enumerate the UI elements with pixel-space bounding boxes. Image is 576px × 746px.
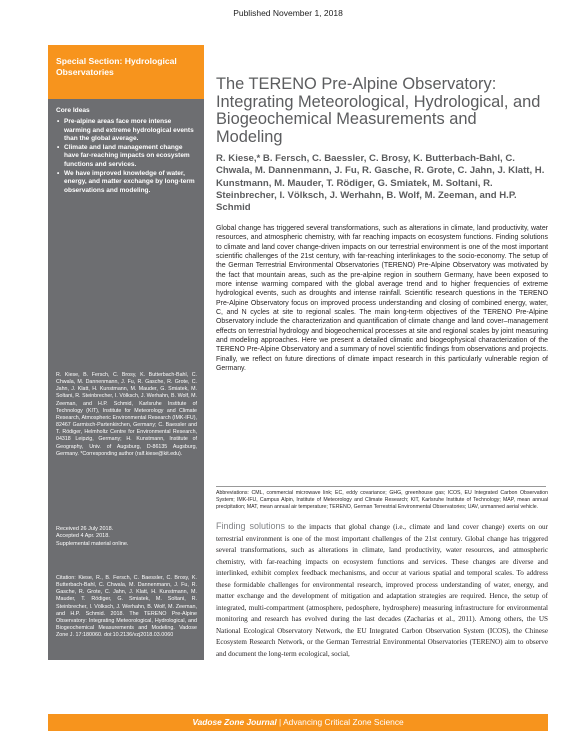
received-date: Received 26 July 2018. [56, 526, 114, 532]
core-ideas-title: Core Ideas [56, 107, 90, 114]
core-idea-item: • Climate and land management change have far-reaching impacts on ecosystem functions and services. [64, 144, 197, 170]
article-dates [56, 526, 197, 548]
journal-footer [48, 714, 548, 731]
abbreviations: Abbreviations: CML, commercial microwave link; EC, eddy covariance; GHG, greenhouse gas; ICOS, EU Integrated Carbon Observation System; IMK-IFU, Campus Alpin, Institute of Meteorology and Climate Research; KIT, Karlsruhe Institute of Technology; MAP, mean annual precipitation; MAT, mean annual air temperature; TERENO, German Terrestrial Environmental Observatories; UAV, unmanned aerial vehicle. [216, 490, 548, 511]
publication-date: Published November 1, 2018 [233, 8, 343, 18]
body-text [216, 521, 548, 661]
core-ideas-panel [48, 99, 204, 682]
supplemental-note: Supplemental material online. [56, 540, 129, 547]
body-lead-in: Finding solutions [216, 521, 286, 531]
author-list: R. Kiese,* B. Fersch, C. Baessler, C. Brosy, K. Butterbach-Bahl, C. Chwala, M. Dannenmann, J. Fu, R. Gasche, R. Grote, C. Jahn, J. Klatt, H. Kunstmann, M. Mauder, T. Rödiger, G. Smiatek, M. Soltani, R. Steinbrecher, I. Völksch, J. Werhahn, B. Wolf, M. Zeeman, and H.P. Schmid [216, 153, 545, 214]
special-section-label: Special Section: Hydrological Observatories [48, 45, 204, 99]
abstract: Global change has triggered several transformations, such as alterations in climate, land productivity, water resources, and atmospheric chemistry, with far reaching impacts on ecosystem functions. Finding solutions to climate and land cover change-driven impacts on our terrestrial environment is one of the most important scientific challenges of the 21st century, with far-reaching interlinkages to the socio-economy. The setup of the German Terrestrial Environmental Observatories (TERENO) Pre-Alpine Observatory was motivated by the fact that mountain areas, such as the pre-alpine region in southern Germany, have been exposed to more intense warming compared with the global average trend and to higher frequencies of extreme hydrological events, such as droughts and intense rainfall. Scientific research questions in the TERENO Pre-Alpine Observatory focus on improved process understanding and closing of combined energy, water, C, and N cycles at site to regional scales. The main long-term objectives of the TERENO Pre-Alpine Observatory include the characterization and quantification of climate change and land cover–management effects on terrestrial hydrology and biogeochemical processes at site and regional scales by joint measuring and modeling approaches. Here we present a detailed climatic and biogeophysical characterization of the TERENO Pre-Alpine Observatory and a summary of novel scientific findings from observations and projects. Finally, we reflect on future directions of climate impact research in this particularly vulnerable region of Germany. [216, 225, 548, 373]
citation: Citation: Kiese, R., B. Fersch, C. Baessler, C. Brosy, K. Butterbach-Bahl, C. Chwala, M. Dannenmann, J. Fu, R. Gasche, R. Grote, C. Jahn, J. Klatt, H. Kunstmann, M. Mauder, T. Rödiger, G. Smiatek, M. Soltani, R. Steinbrecher, I. Völksch, J. Werhahn, B. Wolf, M. Zeeman, and H.P. Schmid. 2018. The TERENO Pre-Alpine Observatory: Integrating Meteorological, Hydrological, and Biogeochemical Measurements and Modeling. Vadose Zone J. 17:180060. doi:10.2136/vzj2018.03.0060 [56, 575, 197, 639]
copyright-notice: © Soil Science Society of America. This is an open access article distributed under the CC BY-NC-ND license (http://creativecommons.org/licenses/by-nc-nd/4.0/). [56, 662, 190, 682]
footer-separator: | [276, 717, 284, 727]
divider [216, 486, 546, 487]
journal-name: Vadose Zone Journal [192, 717, 277, 727]
journal-tagline: Advancing Critical Zone Science [283, 717, 404, 727]
accepted-date: Accepted 4 Apr. 2018. [56, 533, 110, 540]
sidebar [48, 45, 204, 682]
core-ideas-list [56, 118, 197, 195]
article-title: The TERENO Pre-Alpine Observatory: Integrating Meteorological, Hydrological, and Biogeochemical Measurements and Modeling [216, 75, 541, 146]
core-idea-item: • We have improved knowledge of water, energy, and matter exchange by long-term observations and modeling. [64, 170, 197, 196]
author-affiliations: R. Kiese, B. Fersch, C. Brosy, K. Butterbach-Bahl, C. Chwala, M. Dannenmann, J. Fu, R. Gasche, R. Grote, C. Jahn, J. Klatt, H. Kunstmann, M. Mauder, G. Smiatek, M. Soltani, R. Steinbrecher, I. Völksch, J. Werhahn, B. Wolf, M. Zeeman, and H.P. Schmid, Karlsruhe Institute of Technology (KIT), Institute for Meteorology and Climate Research, Atmospheric Environmental Research (IMK-IFU), 82467 Garmisch-Partenkirchen, Germany; C. Baessler and T. Rödiger, Helmholtz Centre for Environmental Research, 04318 Leipzig, Germany; H. Kunstmann, Institute of Geography, Univ. of Augsburg, D-86135 Augsburg, Germany. *Corresponding author (ralf.kiese@kit.edu). [56, 372, 197, 457]
core-idea-item: • Pre-alpine areas face more intense warming and extreme hydrological events than the global average. [64, 118, 197, 144]
body-paragraph: to the impacts that global change (i.e., climate and land cover change) exerts on our terrestrial environment is one of the most important challenges of the 21st century. Global change has triggered several transformations, such as alterations in climate, land productivity, water resources, and atmospheric chemistry, with far-reaching impacts on ecosystem functions and services. These changes are diverse and interlinked, exhibit complex feedback mechanisms, and occur at various spatial and temporal scales. To address these formidable challenges for environmental research, improved process understanding of water, energy, and matter exchange and the development of mitigation and adaptation strategies are required. Hence, the setup of integrated, multi-compartment (atmosphere, pedosphere, hydrosphere) measuring infrastructure for environmental monitoring and research has evolved during the last decades (Zacharias et al., 2011). Among others, the US National Ecological Observatory Network, the EU Integrated Carbon Observation System (ICOS), the Chinese Ecosystem Research Network, or the German Terrestrial Environmental Observatories (TERENO) aim to observe and document the long-term ecological, social, [216, 523, 548, 659]
